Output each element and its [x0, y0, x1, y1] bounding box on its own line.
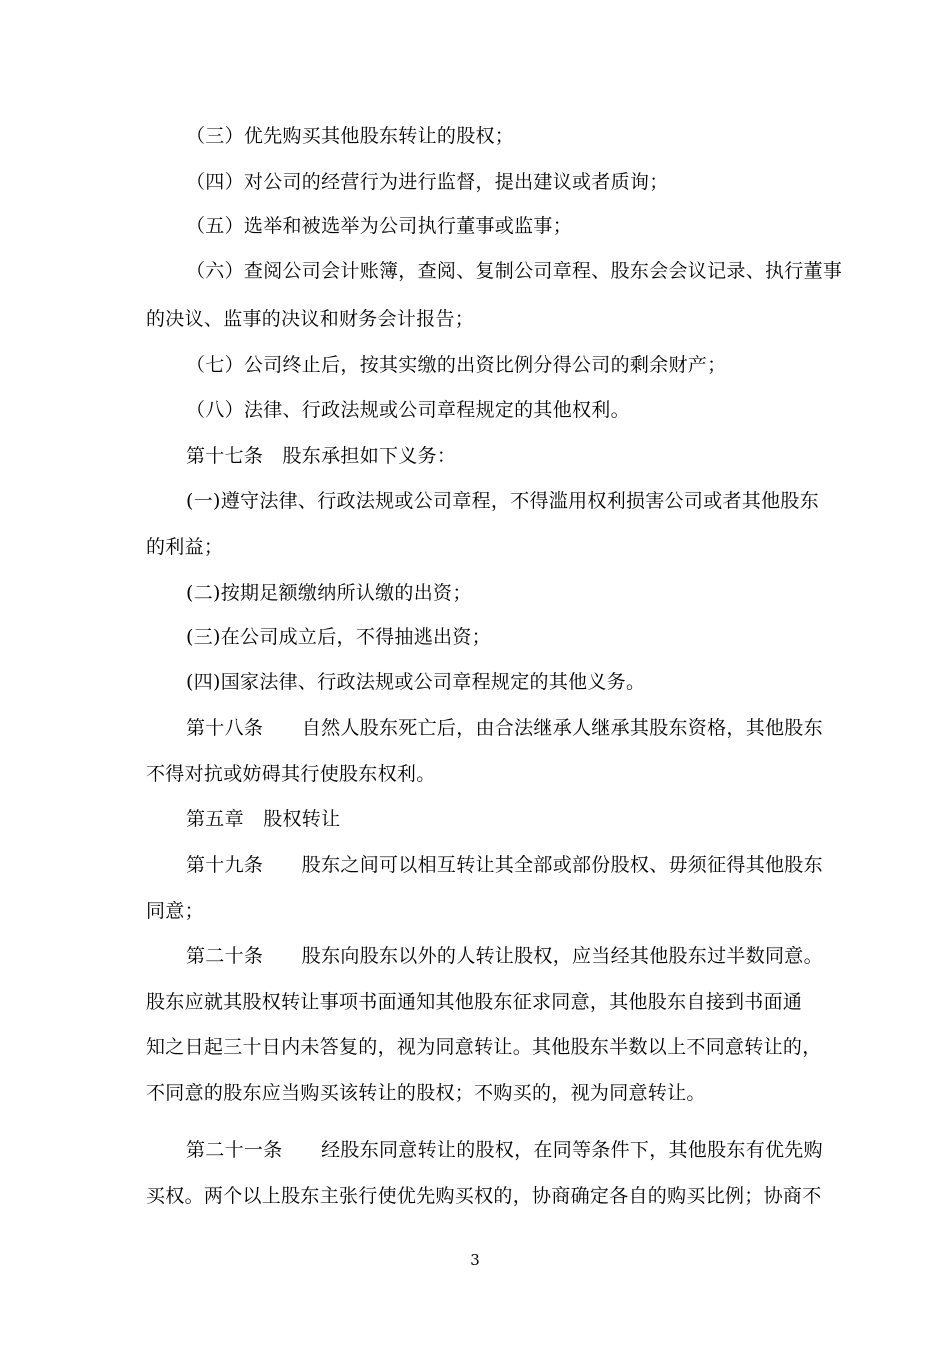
text-line: （七）公司终止后，按其实缴的出资比例分得公司的剩余财产； [186, 354, 727, 376]
text-line: 同意； [146, 900, 204, 922]
text-line: 不同意的股东应当购买该转让的股权；不购买的，视为同意转让。 [146, 1082, 706, 1104]
text-line: （六）查阅公司会计账簿，查阅、复制公司章程、股东会会议记录、执行董事 [186, 260, 843, 282]
text-line: （四）对公司的经营行为进行监督，提出建议或者质询； [186, 171, 669, 193]
article-heading: 第十九条 股东之间可以相互转让其全部或部份股权、毋须征得其他股东 [186, 854, 823, 876]
article-heading: 第二十条 股东向股东以外的人转让股权，应当经其他股东过半数同意。 [186, 945, 823, 967]
page-number: 3 [470, 1251, 480, 1269]
text-line: 知之日起三十日内未答复的，视为同意转让。其他股东半数以上不同意转让的， [146, 1036, 822, 1058]
chapter-heading: 第五章 股权转让 [186, 808, 341, 830]
text-line: 不得对抗或妨碍其行使股东权利。 [146, 763, 436, 785]
text-line: （五）选举和被选举为公司执行董事或监事； [186, 215, 573, 237]
text-line: 的决议、监事的决议和财务会计报告； [146, 308, 475, 330]
article-heading: 第十八条 自然人股东死亡后，由合法继承人继承其股东资格，其他股东 [186, 717, 823, 739]
text-line: （三）优先购买其他股东转让的股权； [186, 125, 515, 147]
text-line: 的利益； [146, 536, 224, 558]
text-line: 买权。两个以上股东主张行使优先购买权的，协商确定各自的购买比例；协商不 [146, 1185, 822, 1207]
text-line: （八）法律、行政法规或公司章程规定的其他权利。 [186, 399, 630, 421]
article-heading: 第十七条 股东承担如下义务： [186, 445, 457, 467]
text-line: (一)遵守法律、行政法规或公司章程，不得滥用权利损害公司或者其他股东 [186, 490, 820, 512]
text-line: (四)国家法律、行政法规或公司章程规定的其他义务。 [186, 671, 646, 693]
article-heading: 第二十一条 经股东同意转让的股权，在同等条件下，其他股东有优先购 [186, 1139, 823, 1161]
text-line: (三)在公司成立后，不得抽逃出资； [186, 626, 491, 648]
text-line: (二)按期足额缴纳所认缴的出资； [186, 582, 472, 604]
text-line: 股东应就其股权转让事项书面通知其他股东征求同意，其他股东自接到书面通 [146, 991, 803, 1013]
